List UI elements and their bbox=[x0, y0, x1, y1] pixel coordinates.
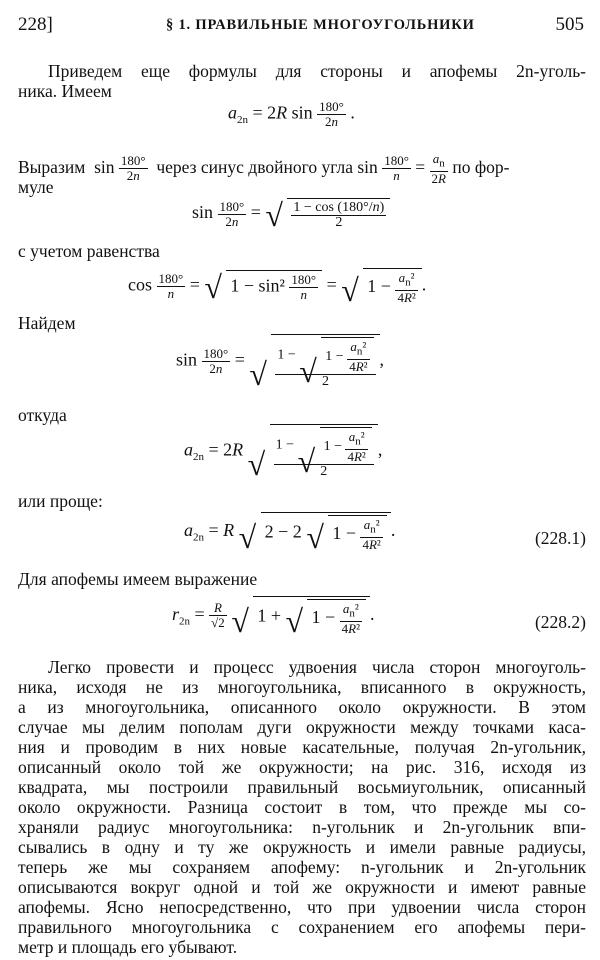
body-line: Легко провести и процесс удвоения числа сторон многоуголь- bbox=[48, 657, 586, 677]
body-line: ника, исходя не из многоугольника, вписанного в окружность, bbox=[18, 677, 586, 697]
text-line: или проще: bbox=[18, 491, 103, 511]
body-line: ния и проводим в них новые касательные, получая 2n-угольник, bbox=[18, 737, 586, 757]
text-line: Найдем bbox=[18, 313, 76, 333]
equation-cos: cos $\frac{180^\circ}{n}$ = √ 1 − sin² $\frac{180^\circ}{n}$ = √ 1 − $\frac{a_n^2}{\text{4R²}}$ . bbox=[128, 268, 426, 305]
body-line: случае мы делим пополам дуги окружности между точками каса- bbox=[18, 717, 586, 737]
body-line: а из многоугольника, описанного около окружности. В этом bbox=[18, 697, 586, 717]
text-line: Выразим sin $\frac{180^\circ}{2n}$ через синус двойного угла sin $\frac{180^\circ}{n}$ = $\frac{a_n}{2R}$ по фор- bbox=[18, 151, 510, 186]
body-line: около окружности. Разница состоит в том, что прежде мы со- bbox=[18, 797, 586, 817]
text-line: Приведем еще формулы для стороны и апофемы 2n-уголь- bbox=[48, 61, 586, 81]
body-line: квадрата, мы построили правильный восьмиугольник, описанный bbox=[18, 777, 586, 797]
page-header bbox=[18, 14, 586, 38]
equation-half-angle: sin $\frac{180^\circ}{2n}$ = √ $\frac{1 - \cos (180^\circ/n)}{2}$ bbox=[192, 198, 390, 230]
equation-number: (228.1) bbox=[534, 528, 586, 548]
text-line: муле bbox=[18, 177, 54, 197]
text-fragment: Выразим bbox=[18, 156, 86, 177]
body-line: храняли радиус многоугольника: n-угольник и 2n-угольник впи- bbox=[18, 817, 586, 837]
text-line: ника. Имеем bbox=[18, 81, 112, 101]
equation-a2n-simple: $a_{2n} = R$ √ 2 − 2 √ 1 − $\frac{a_n^2}{\text{4R²}}$ . bbox=[184, 512, 395, 552]
page-number-right: 505 bbox=[555, 14, 584, 35]
text-fragment: через синус двойного угла bbox=[156, 156, 353, 177]
text-fragment: по фор- bbox=[452, 156, 510, 177]
body-line: описываются вокруг одной и той же окружности и имеют равные bbox=[18, 877, 586, 897]
body-line: описанный около той же окружности; на рис. 316, исходя из bbox=[18, 757, 586, 777]
body-line: метр и площадь его убывают. bbox=[18, 937, 238, 957]
body-line: апофемы. Ясно непосредственно, что при удвоении числа сторон bbox=[18, 897, 586, 917]
equation-number: (228.2) bbox=[534, 612, 586, 632]
running-title: § 1. ПРАВИЛЬНЫЕ МНОГОУГОЛЬНИКИ bbox=[166, 17, 475, 33]
equation-sin-final: sin $\frac{180^\circ}{2n}$ = √ 1 − √ 1 − $\frac{a_n^2}{\text{4R²}}$ 2 , bbox=[176, 334, 384, 389]
text-line: откуда bbox=[18, 405, 67, 425]
page-number-left: 228] bbox=[18, 14, 53, 35]
body-line: правильного многоугольника с сохранением его апофемы пери- bbox=[18, 917, 586, 937]
body-line: сывались в одну и ту же окружность и имели равные радиусы, bbox=[18, 837, 586, 857]
equation-a2n-full: $a_{2n} = 2R$ √ 1 − √ 1 − $\frac{a_n^2}{\text{4R²}}$ 2 , bbox=[184, 424, 382, 479]
text-line: с учетом равенства bbox=[18, 241, 160, 261]
text-line: Для апофемы имеем выражение bbox=[18, 569, 258, 589]
body-line: теперь же мы сохраняем апофему: n-угольник и 2n-угольник bbox=[18, 857, 586, 877]
equation-r2n: $r_{2n}$ = $\frac{R}{√2}$ √ 1 + √ 1 − $\frac{a_n^2}{\text{4R²}}$ . bbox=[172, 596, 374, 636]
equation-a2n: $a_{2n} = 2R$ sin $\frac{180^\circ}{2n}$ . bbox=[228, 99, 355, 129]
